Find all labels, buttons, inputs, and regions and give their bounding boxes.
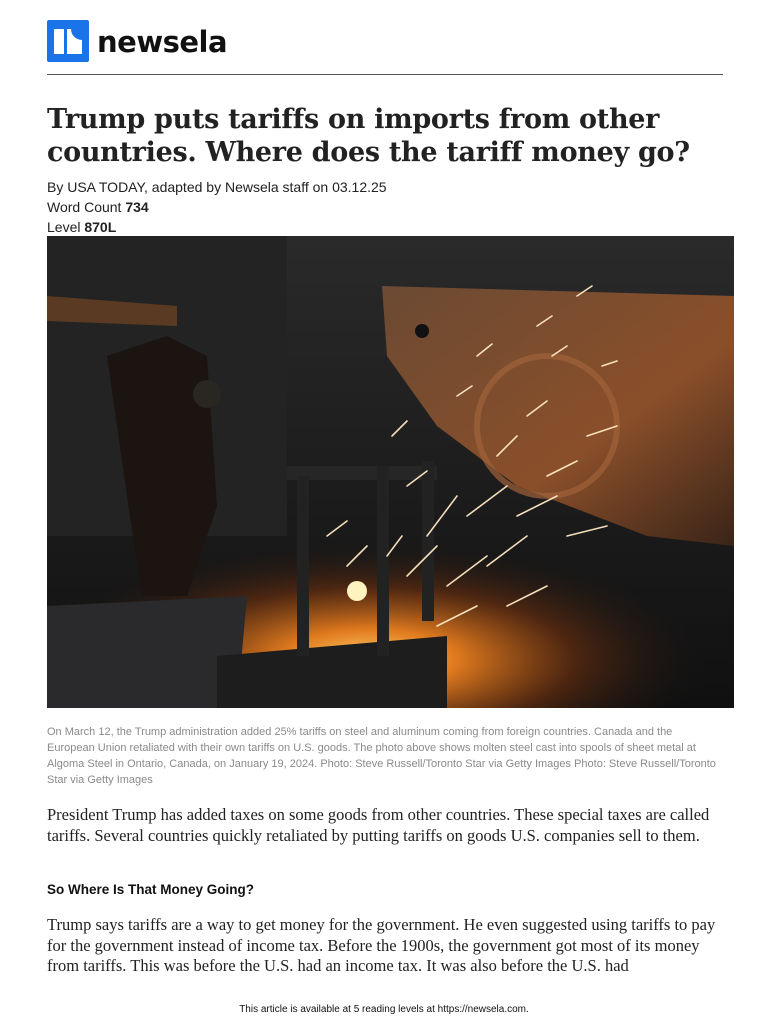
- body-paragraph: President Trump has added taxes on some goods from other countries. These special taxes are called tariffs. Several countries quickly retaliated by putting tariffs on goods U.S. companies sell to them.: [47, 805, 710, 845]
- header-divider: [47, 74, 723, 75]
- reading-level-value: 870L: [84, 219, 117, 235]
- header: [47, 20, 723, 76]
- word-count-label: Word Count: [47, 199, 122, 215]
- steel-mill-photo: [47, 236, 734, 708]
- brand-name[interactable]: newsela: [97, 25, 228, 59]
- article-meta: [47, 177, 387, 237]
- word-count-value: 734: [125, 199, 149, 215]
- body-paragraph: Trump says tariffs are a way to get money for the government. He even suggested using tariffs to pay for the government instead of income tax. Before the 1900s, the government got most of its money from tariffs. This was before the U.S. had an income tax. It was also before the U.S. had: [47, 915, 716, 975]
- article-photo: [47, 236, 734, 708]
- footer-note: This article is available at 5 reading levels at https://newsela.com.: [239, 1004, 529, 1015]
- section-heading: So Where Is That Money Going?: [47, 882, 255, 897]
- photo-caption: On March 12, the Trump administration added 25% tariffs on steel and aluminum coming from foreign countries. Canada and the European Union retaliated with their own tariffs on U.S. goods. The photo above shows molten steel cast into spools of sheet metal at Algoma Steel in Ontario, Canada, on January 19, 2024. Photo: Steve Russell/Toronto Star via Getty Images Photo: Steve Russell/Toronto Star via Getty Images: [47, 726, 716, 786]
- word-count: [47, 197, 387, 217]
- reading-level: [47, 217, 387, 237]
- byline: By USA TODAY, adapted by Newsela staff on 03.12.25: [47, 179, 387, 195]
- newsela-logo-icon[interactable]: [47, 20, 89, 62]
- article-title: Trump puts tariffs on imports from other countries. Where does the tariff money go?: [47, 104, 690, 168]
- reading-level-label: Level: [47, 219, 81, 235]
